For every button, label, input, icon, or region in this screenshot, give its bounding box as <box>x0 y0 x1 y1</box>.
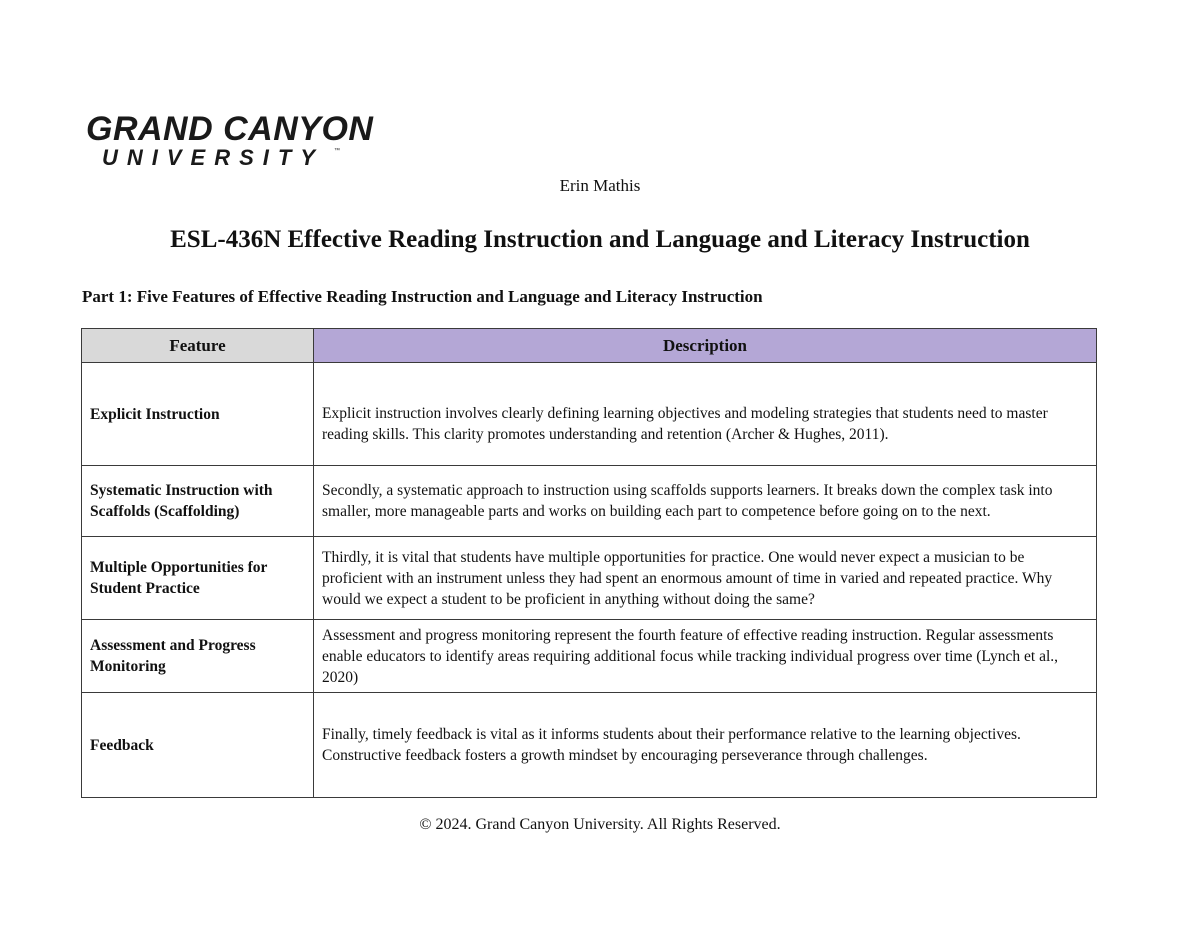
copyright-footer: © 2024. Grand Canyon University. All Rights Reserved. <box>419 816 781 833</box>
table-row <box>82 363 1097 466</box>
university-logo <box>86 110 374 174</box>
description-cell: Finally, timely feedback is vital as it informs students about their performance relative to the learning objectives. Constructive feedback fosters a growth mindset by encouraging perseverance through challenges. <box>314 693 1097 798</box>
logo-trademark: ™ <box>334 148 340 154</box>
author-name: Erin Mathis <box>559 176 641 195</box>
logo-wordmark-bottom: UNIVERSITY <box>102 145 325 170</box>
table-row <box>82 693 1097 798</box>
features-table <box>81 328 1097 798</box>
table-row <box>82 620 1097 693</box>
feature-cell: Multiple Opportunities for Student Practice <box>82 537 314 620</box>
description-column-header: Description <box>314 329 1097 363</box>
table-header-row <box>82 329 1097 363</box>
part-heading: Part 1: Five Features of Effective Reading Instruction and Language and Literacy Instruction <box>82 287 763 306</box>
table-row <box>82 466 1097 537</box>
description-cell: Explicit instruction involves clearly defining learning objectives and modeling strategies that students need to master reading skills. This clarity promotes understanding and retention (Archer & Hughes, 2011). <box>314 363 1097 466</box>
feature-cell: Systematic Instruction with Scaffolds (Scaffolding) <box>82 466 314 537</box>
feature-cell: Assessment and Progress Monitoring <box>82 620 314 693</box>
table-row <box>82 537 1097 620</box>
document-title: ESL-436N Effective Reading Instruction and Language and Literacy Instruction <box>170 226 1030 253</box>
feature-column-header: Feature <box>82 329 314 363</box>
description-cell: Thirdly, it is vital that students have multiple opportunities for practice. One would never expect a musician to be proficient with an instrument unless they had spent an enormous amount of time in varied and repeated practice. Why would we expect a student to be proficient in anything without doing the same? <box>314 537 1097 620</box>
feature-cell: Explicit Instruction <box>82 363 314 466</box>
feature-cell: Feedback <box>82 693 314 798</box>
description-cell: Secondly, a systematic approach to instruction using scaffolds supports learners. It breaks down the complex task into smaller, more manageable parts and works on building each part to competence before going on to the next. <box>314 466 1097 537</box>
description-cell: Assessment and progress monitoring represent the fourth feature of effective reading instruction. Regular assessments enable educators to identify areas requiring additional focus while tracking individual progress over time (Lynch et al., 2020) <box>314 620 1097 693</box>
logo-wordmark-top: GRAND CANYON <box>86 110 374 148</box>
